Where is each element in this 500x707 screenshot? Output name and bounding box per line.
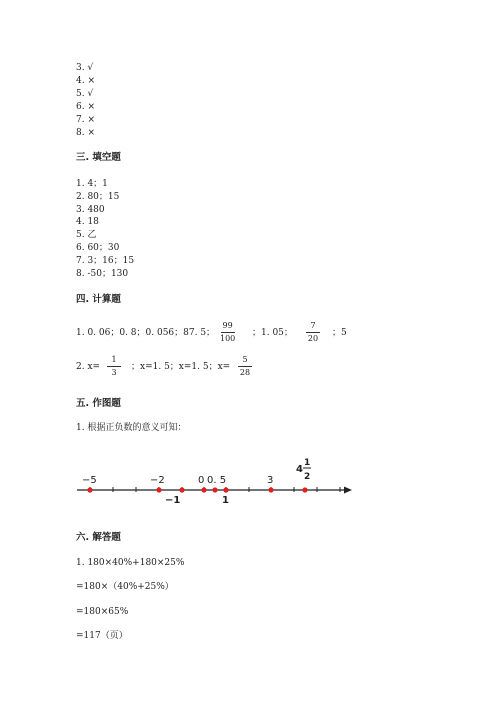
point-1: [223, 487, 228, 492]
fill-answer-3: 3. 480: [76, 205, 105, 215]
fill-answer-6: 6. 60；30: [76, 243, 120, 253]
fraction-numerator: 7: [310, 321, 316, 330]
fill-answer-2: 2. 80；15: [76, 192, 120, 202]
label-minus-5: −5: [82, 475, 97, 486]
judge-answer-8: 8. ×: [76, 128, 95, 138]
point-minus-1: [179, 487, 184, 492]
judge-answer-5: 5. √: [76, 89, 94, 99]
point-3: [268, 487, 273, 492]
label-minus-1: −1: [165, 495, 181, 506]
fraction-bar: [107, 366, 121, 367]
fraction-denominator: 28: [239, 368, 251, 377]
solve-line-3: =180×65%: [76, 607, 129, 617]
section-title-solve: 六. 解答题: [76, 532, 121, 543]
section-title-fill: 三. 填空题: [76, 152, 121, 163]
judge-answer-6: 6. ×: [76, 102, 95, 112]
calc1-suffix: ；5: [332, 328, 347, 338]
section-title-calc: 四. 计算题: [76, 294, 121, 305]
calc1-fraction-2: [306, 321, 320, 344]
fill-answer-5: 5. 乙: [76, 230, 97, 240]
label-mixed-denominator: 2: [304, 472, 311, 482]
point-4-5: [302, 487, 307, 492]
draw-instruction: 1. 根据正负数的意义可知：: [76, 423, 187, 433]
fill-answer-1: 1. 4；1: [76, 179, 108, 189]
fill-answer-4: 4. 18: [76, 217, 99, 227]
fraction-numerator: 1: [111, 355, 117, 364]
solve-line-2: =180×（40%+25%）: [76, 582, 174, 592]
number-line: [0, 455, 500, 515]
fraction-denominator: 100: [220, 334, 236, 343]
judge-answer-4: 4. ×: [76, 76, 95, 86]
label-mixed-numerator: 1: [304, 458, 311, 468]
label-0: 0: [198, 475, 205, 486]
calc2-fraction-1: [107, 355, 121, 378]
point-0-5: [212, 487, 217, 492]
fraction-numerator: 99: [222, 321, 233, 330]
label-mixed-whole: 4: [296, 464, 303, 475]
calc2-prefix: 2. x=: [76, 362, 101, 372]
solve-line-1: 1. 180×40%+180×25%: [76, 558, 185, 568]
calc2-mid: ；x=1. 5；x=1. 5；x=: [131, 362, 231, 372]
label-3: 3: [267, 475, 274, 486]
fill-answer-8: 8. -50；130: [76, 269, 129, 279]
judge-answer-7: 7. ×: [76, 115, 95, 125]
solve-line-4: =117（页）: [76, 631, 128, 641]
fraction-bar: [221, 332, 235, 333]
point-minus-5: [87, 487, 92, 492]
calc1-mid: ；1. 05；: [252, 328, 293, 338]
label-minus-2: −2: [150, 475, 165, 486]
fraction-bar: [238, 366, 252, 367]
fraction-denominator: 3: [111, 368, 117, 377]
calc1-prefix: 1. 0. 06；0. 8；0. 056；87. 5；: [76, 328, 216, 338]
label-0-5: 0. 5: [207, 475, 227, 486]
label-1: 1: [222, 495, 229, 506]
judge-answer-3: 3. √: [76, 63, 94, 73]
fraction-denominator: 20: [307, 334, 319, 343]
point-minus-2: [156, 487, 161, 492]
calc1-fraction-1: [220, 321, 235, 344]
calc2-fraction-2: [238, 355, 252, 378]
arrow-head-icon: [344, 487, 352, 494]
fraction-numerator: 5: [242, 355, 248, 364]
section-title-draw: 五. 作图题: [76, 398, 121, 409]
fraction-bar: [306, 332, 320, 333]
fill-answer-7: 7. 3；16；15: [76, 256, 135, 266]
point-0: [201, 487, 206, 492]
